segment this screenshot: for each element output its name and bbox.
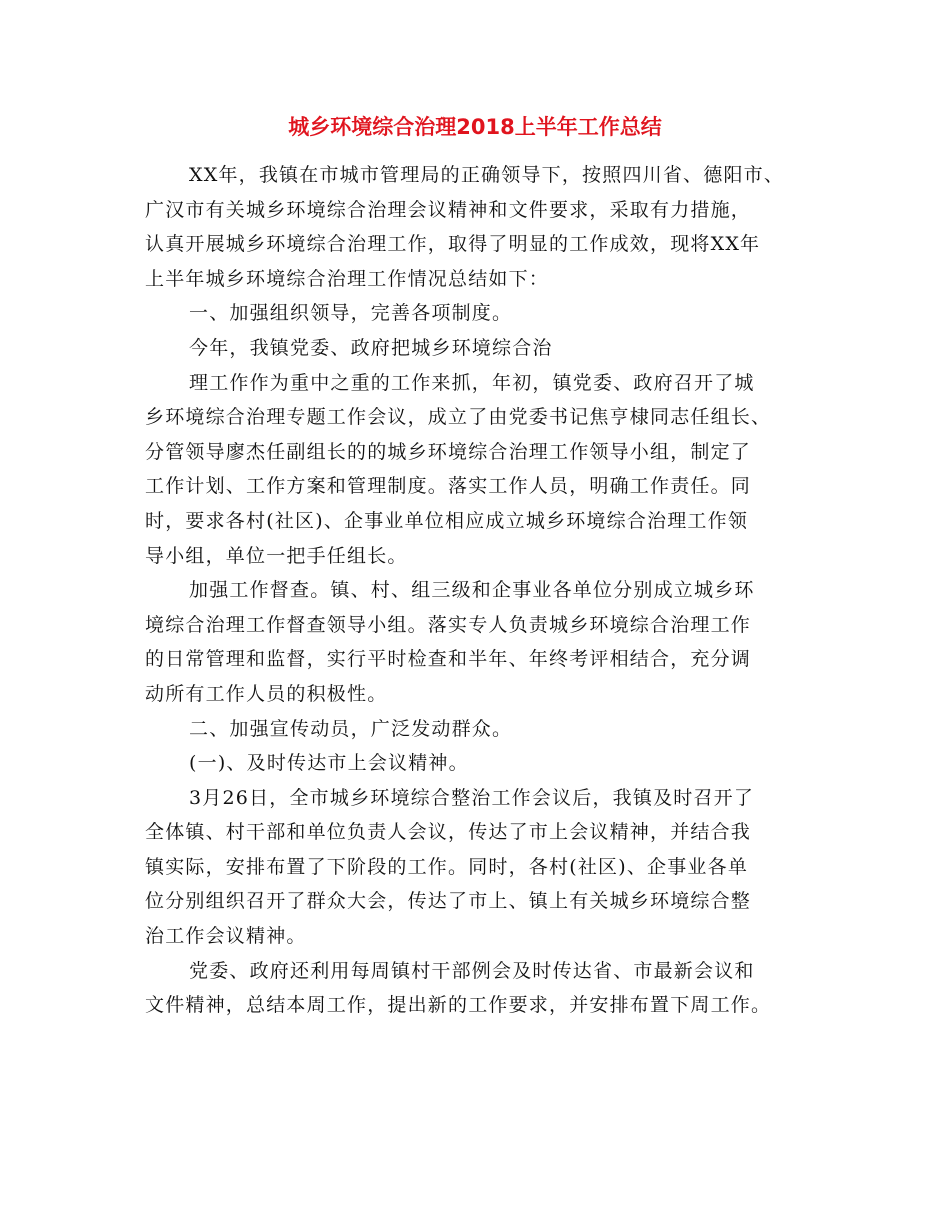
text-line: 工作计划、工作方案和管理制度。落实工作人员，明确工作责任。同	[145, 475, 752, 498]
text-line: 乡环境综合治理专题工作会议，成立了由党委书记焦亨棣同志任组长、	[145, 406, 772, 429]
text-line: 镇实际，安排布置了下阶段的工作。同时，各村(社区)、企事业各单	[145, 855, 749, 878]
text-line: 认真开展城乡环境综合治理工作，取得了明显的工作成效，现将XX年	[145, 233, 761, 256]
text-line: 一、加强组织领导，完善各项制度。	[189, 302, 513, 325]
text-line: 3月26日，全市城乡环境综合整治工作会议后，我镇及时召开了	[189, 786, 755, 809]
text-line: 治工作会议精神。	[145, 925, 307, 948]
text-line: 上半年城乡环境综合治理工作情况总结如下：	[145, 267, 550, 290]
text-line: 导小组，单位一把手任组长。	[145, 544, 408, 567]
document-body	[145, 158, 815, 1023]
text-line: (一)、及时传达市上会议精神。	[189, 752, 469, 775]
text-line: 党委、政府还利用每周镇村干部例会及时传达省、市最新会议和	[189, 959, 755, 982]
document-title: 城乡环境综合治理2018上半年工作总结	[288, 115, 662, 139]
text-line: 动所有工作人员的积极性。	[145, 682, 388, 705]
text-line: 的日常管理和监督，实行平时检查和半年、年终考评相结合，充分调	[145, 648, 752, 671]
text-line: 位分别组织召开了群众大会，传达了市上、镇上有关城乡环境综合整	[145, 890, 752, 913]
text-line: 加强工作督查。镇、村、组三级和企事业各单位分别成立城乡环	[189, 579, 755, 602]
text-line: 时，要求各村(社区)、企事业单位相应成立城乡环境综合治理工作领	[145, 509, 749, 532]
text-line: 全体镇、村干部和单位负责人会议，传达了市上会议精神，并结合我	[145, 821, 752, 844]
text-line: 理工作作为重中之重的工作来抓，年初，镇党委、政府召开了城	[189, 371, 755, 394]
text-line: 今年，我镇党委、政府把城乡环境综合治	[189, 336, 553, 359]
text-line: 境综合治理工作督查领导小组。落实专人负责城乡环境综合治理工作	[145, 613, 752, 636]
text-line: 二、加强宣传动员，广泛发动群众。	[189, 717, 513, 740]
text-line: XX年，我镇在市城市管理局的正确领导下，按照四川省、德阳市、	[189, 164, 785, 186]
text-line: 广汉市有关城乡环境综合治理会议精神和文件要求，采取有力措施，	[145, 198, 752, 221]
text-line: 文件精神，总结本周工作，提出新的工作要求，并安排布置下周工作。	[145, 994, 772, 1017]
text-line: 分管领导廖杰任副组长的的城乡环境综合治理工作领导小组，制定了	[145, 440, 752, 463]
